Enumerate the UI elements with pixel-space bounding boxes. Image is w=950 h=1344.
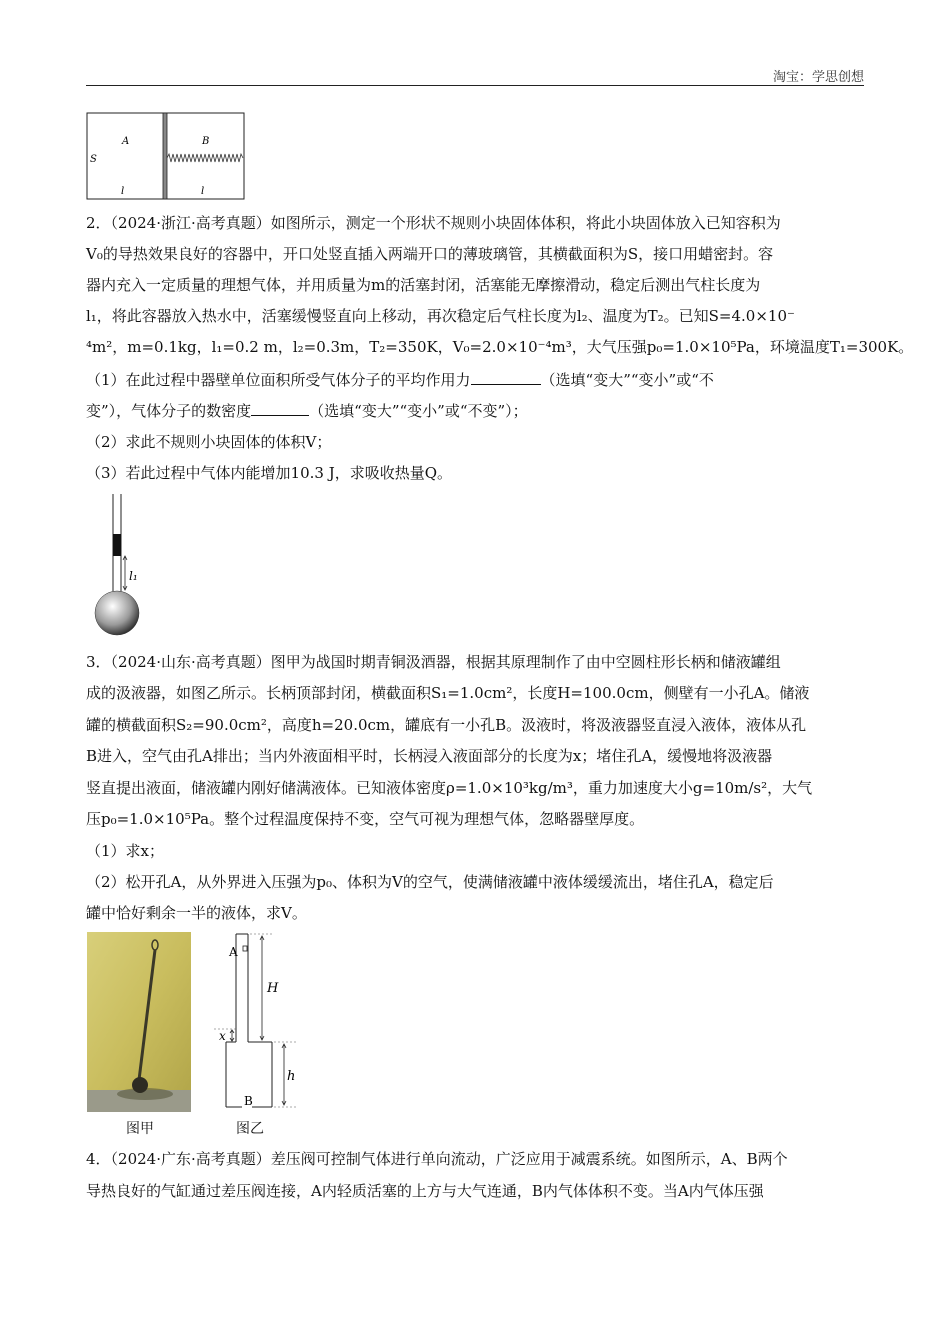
figure-photo-bronze-vessel: [87, 932, 191, 1112]
q3-line-4: B进入，空气由孔A排出；当内外液面相平时，长柄浸入液面部分的长度为x；堵住孔A，缓慢地将汲液器: [86, 747, 773, 765]
q2-sub2: （2）求此不规则小块固体的体积V；: [86, 433, 332, 451]
q2-sub1-line-1: [86, 369, 864, 390]
q3-sub1: （1）求x；: [86, 842, 165, 860]
q3-line-5: 竖直提出液面，储液罐内刚好储满液体。已知液体密度ρ=1.0×10³kg/m³，重力加速度大小g=10m/s²，大气: [86, 779, 813, 797]
q4-line-1: 4．（2024·广东·高考真题）差压阀可控制气体进行单向流动，广泛应用于减震系统。如图所示，A、B两个: [86, 1150, 788, 1168]
q2-line-1: 2．（2024·浙江·高考真题）如图所示，测定一个形状不规则小块固体体积，将此小块固体放入已知容积为: [86, 214, 781, 232]
figure-cylinders-ab: [86, 112, 246, 200]
fig-label-b: B: [244, 1094, 253, 1108]
q2-sub1-line-2: [86, 400, 864, 421]
q3-line-1: 3．（2024·山东·高考真题）图甲为战国时期青铜汲酒器，根据其原理制作了由中空圆柱形长柄和储液罐组: [86, 653, 781, 671]
q2-answer-blank-1[interactable]: [471, 370, 541, 385]
q2-line-4: l₁，将此容器放入热水中，活塞缓慢竖直向上移动，再次稳定后气柱长度为l₂、温度为T₂。已知S=4.0×10⁻: [86, 307, 795, 325]
fig-top-label-s: S: [90, 154, 97, 165]
figure-flask-tube: [88, 494, 148, 636]
fig-flask-label-l1: l₁: [129, 569, 138, 583]
fig-label-h: h: [287, 1069, 296, 1084]
figure-schematic-siphon: [214, 930, 304, 1112]
q2-sub1-text-a: （1）在此过程中器壁单位面积所受气体分子的平均作用力: [86, 371, 471, 389]
q2-sub1-text-b: （选填“变大”“变小”或“不: [540, 371, 714, 389]
q3-sub2-line-2: 罐中恰好剩余一半的液体，求V。: [86, 904, 307, 922]
q2-line-5: ⁴m²，m=0.1kg，l₁=0.2 m，l₂=0.3m，T₂=350K，V₀=2.0×10⁻⁴m³，大气压强p₀=1.0×10⁵Pa，环境温度T₁=300K。: [86, 338, 914, 356]
figure-caption-b: 图乙: [236, 1121, 264, 1137]
q4-line-2: 导热良好的气缸通过差压阀连接，A内轻质活塞的上方与大气连通，B内气体体积不变。当A内气体压强: [86, 1182, 764, 1200]
q2-sub3: （3）若此过程中气体内能增加10.3 J，求吸收热量Q。: [86, 464, 453, 482]
fig-top-label-a: A: [122, 136, 130, 147]
header-shop-label: 淘宝：学思创想: [772, 70, 864, 85]
q2-line-2: V₀的导热效果良好的容器中，开口处竖直插入两端开口的薄玻璃管，其横截面积为S，接口用蜡密封。容: [86, 245, 774, 263]
fig-top-label-b: B: [202, 136, 210, 147]
fig-label-a: A: [229, 945, 238, 959]
q2-answer-blank-2[interactable]: [251, 401, 309, 416]
q3-sub2-line-1: （2）松开孔A，从外界进入压强为p₀、体积为V的空气，使满储液罐中液体缓缓流出，堵住孔A，稳定后: [86, 873, 774, 891]
q3-line-2: 成的汲液器，如图乙所示。长柄顶部封闭，横截面积S₁=1.0cm²，长度H=100.0cm，侧壁有一小孔A。储液: [86, 684, 810, 702]
figure-caption-a: 图甲: [126, 1121, 154, 1137]
header-rule: [86, 85, 864, 86]
fig-top-label-l1: l: [121, 186, 125, 197]
fig-label-x: x: [219, 1029, 226, 1043]
fig-top-label-l2: l: [201, 186, 205, 197]
q2-line-3: 器内充入一定质量的理想气体，并用质量为m的活塞封闭，活塞能无摩擦滑动，稳定后测出气柱长度为: [86, 276, 761, 294]
fig-label-h-big: H: [267, 981, 279, 996]
q3-line-3: 罐的横截面积S₂=90.0cm²，高度h=20.0cm，罐底有一小孔B。汲液时，将汲液器竖直浸入液体，液体从孔: [86, 716, 807, 734]
q2-sub1-text-c: 变”），气体分子的数密度: [86, 402, 252, 420]
q2-sub1-text-d: （选填“变大”“变小”或“不变”）；: [309, 402, 528, 420]
q3-line-6: 压p₀=1.0×10⁵Pa。整个过程温度保持不变，空气可视为理想气体，忽略器壁厚度。: [86, 810, 645, 828]
